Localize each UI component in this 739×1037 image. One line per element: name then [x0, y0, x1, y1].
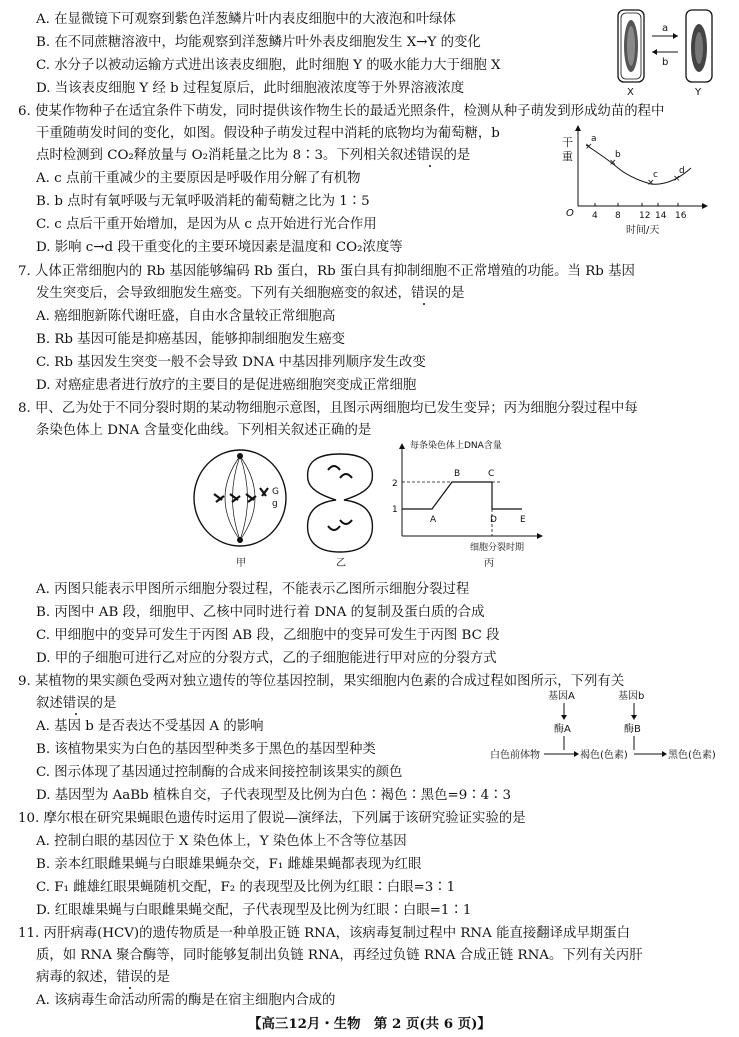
q10-stem: 10. 摩尔根在研究果蝇眼色遗传时运用了假说—演绎法，下列属于该研究验证实验的是: [18, 811, 526, 826]
q7-option-b: B. Rb 基因可能是抑癌基因，能够抑制细胞发生癌变: [36, 332, 346, 347]
q9-stem2-a: 叙述: [36, 696, 63, 711]
curve-point-label: c: [653, 170, 658, 180]
chart-bing: [392, 440, 543, 569]
q11-emphasis-wrong: 错误: [116, 970, 144, 985]
x-axis-label: 时间/天: [626, 225, 660, 236]
q6-option-d: D. 影响 c→d 段干重变化的主要环境因素是温度和 CO₂浓度等: [36, 240, 403, 255]
x-tick-label: 12: [639, 211, 651, 221]
q6-stem3-c: 的是: [443, 148, 471, 163]
y-tick-2: 2: [392, 479, 398, 489]
q7-stem2-a: 发生突变后，会导致细胞发生癌变。下列有关细胞癌变的叙述，: [36, 286, 411, 301]
q10-option-b: B. 亲本红眼雌果蝇与白眼雄果蝇杂交，F₁ 雌雄果蝇都表现为红眼: [36, 857, 422, 872]
x-tick-label: 8: [615, 211, 621, 221]
q9-option-c: C. 图示体现了基因通过控制酶的合成来间接控制该果实的颜色: [36, 765, 403, 780]
q9-option-a: A. 基因 b 是否表达不受基因 A 的影响: [36, 719, 264, 734]
q9-option-b: B. 该植物果实为白色的基因型种类多于黑色的基因型种类: [36, 742, 376, 757]
q5-option-b: B. 在不同蔗糖溶液中，均能观察到洋葱鳞片叶外表皮细胞发生 X→Y 的变化: [36, 35, 481, 50]
x-tick-label: 16: [675, 211, 687, 221]
q5-option-c: C. 水分子以被动运输方式进出该表皮细胞，此时细胞 Y 的吸水能力大于细胞 X: [36, 58, 501, 73]
q7-stem2-c: 的是: [437, 286, 465, 301]
point-E: E: [520, 515, 526, 525]
arrow-a-label: a: [662, 23, 669, 34]
q8-figure: [190, 440, 570, 570]
cell-x: [618, 10, 644, 82]
cell-jia: [194, 450, 286, 546]
q11-stem3-a: 病毒的叙述，: [36, 970, 117, 985]
q6-stem-line1: 6. 使某作物种子在适宜条件下萌发，同时提供该作物生长的最适光照条件，检测从种子萌发到形成幼苗的程中: [18, 104, 665, 119]
point-D: D: [490, 515, 497, 525]
q7-option-a: A. 癌细胞新陈代谢旺盛，自由水含量较正常细胞高: [36, 309, 336, 324]
q8-option-a: A. 丙图只能表示甲图所示细胞分裂过程，不能表示乙图所示细胞分裂过程: [36, 582, 470, 597]
q10-option-d: D. 红眼雄果蝇与白眼雌果蝇交配，子代表现型及比例为红眼∶白眼=1∶1: [36, 903, 472, 918]
q7-option-c: C. Rb 基因发生突变一般不会导致 DNA 中基因排列顺序发生改变: [36, 355, 426, 370]
q5-option-a: A. 在显微镜下可观察到紫色洋葱鳞片叶内表皮细胞中的大液泡和叶绿体: [36, 12, 456, 27]
q11-option-a: A. 该病毒生命活动所需的酶是在宿主细胞内合成的: [36, 993, 336, 1008]
point-B: B: [454, 469, 461, 479]
q6-stem-line3: [36, 148, 470, 164]
x-title: 细胞分裂时期: [470, 543, 525, 553]
q6-option-c: C. c 点后干重开始增加，是因为从 c 点开始进行光合作用: [36, 217, 377, 232]
q11-stem-line2: 质，如 RNA 聚合酶等，同时能够复制出负链 RNA，再经过负链 RNA 合成正链 RNA。下列有关丙肝: [36, 948, 643, 963]
q8-stem-line1: 8. 甲、乙为处于不同分裂时期的某动物细胞示意图，且图示两细胞均已发生变异；丙为细胞分裂过程中每: [18, 401, 638, 416]
q11-stem-line1: 11. 丙肝病毒(HCV)的遗传物质是一种单股正链 RNA，该病毒复制过程中 RNA 能直接翻译成早期蛋白: [18, 926, 630, 941]
q6-dry-weight-chart: [556, 120, 716, 238]
y-title: 每条染色体上DNA含量: [410, 441, 502, 451]
enzyme-a-label: 酶A: [554, 724, 571, 735]
x-tick-label: 14: [655, 211, 667, 221]
pigment-black: 黑色(色素): [668, 750, 716, 761]
q11-stem3-c: 的是: [143, 970, 170, 985]
q7-stem-line2: [36, 286, 465, 302]
q8-option-d: D. 甲的子细胞可进行乙对应的分裂方式，乙的子细胞能进行甲对应的分裂方式: [36, 651, 497, 666]
pigment-brown: 褐色(色素): [580, 750, 628, 761]
q5-option-d: D. 当该表皮细胞 Y 经 b 过程复原后，此时细胞液浓度等于外界溶液浓度: [36, 81, 465, 96]
curve-point-label: d: [679, 166, 685, 176]
q9-pathway-figure: [488, 688, 736, 768]
q7-emphasis-wrong: 错误: [410, 286, 438, 301]
q8-option-b: B. 丙图中 AB 段，细胞甲、乙核中同时进行着 DNA 的复制及蛋白质的合成: [36, 605, 485, 620]
cell-y-label: Y: [695, 87, 702, 98]
point-C: C: [488, 469, 495, 479]
q6-emphasis-wrong: 错误: [416, 148, 444, 163]
enzyme-b-label: 酶B: [624, 724, 641, 735]
q9-emphasis-wrong: 错误: [62, 696, 90, 711]
substrate-white: 白色前体物: [490, 750, 540, 761]
q5-cell-figure: [612, 6, 724, 98]
origin-label: O: [566, 208, 574, 219]
q9-stem-line1: 9. 某植物的果实颜色受两对独立遗传的等位基因控制，果实细胞内色素的合成过程如图所示，下列有关: [18, 674, 625, 689]
gene-a-label: 基因A: [548, 691, 575, 702]
y-tick-1: 1: [392, 505, 398, 515]
label-jia: 甲: [236, 558, 246, 569]
curve-point-marker: ×: [647, 178, 655, 188]
q8-option-c: C. 甲细胞中的变异可发生于丙图 AB 段，乙细胞中的变异可发生于丙图 BC 段: [36, 628, 500, 643]
q9-stem2-c: 的是: [89, 696, 117, 711]
q6-option-b: B. b 点时有氧呼吸与无氧呼吸消耗的葡萄糖之比为 1∶5: [36, 194, 370, 209]
q9-option-d: D. 基因型为 AaBb 植株自交，子代表现型及比例为白色∶褐色∶黑色=9∶4∶3: [36, 788, 512, 803]
y-axis-label-1: 干: [562, 136, 573, 149]
q11-stem-line3: [36, 970, 170, 986]
y-axis-label-2: 重: [562, 150, 573, 163]
q7-option-d: D. 对癌症患者进行放疗的主要目的是促进癌细胞突变成正常细胞: [36, 378, 417, 393]
x-tick-label: 4: [592, 211, 598, 221]
q9-stem-line2: [36, 696, 116, 712]
curve-point-label: a: [591, 134, 597, 144]
q6-stem3-a: 点时检测到 CO₂释放量与 O₂消耗量之比为 8∶3。下列相关叙述: [36, 148, 417, 163]
gene-b-label: 基因b: [618, 691, 645, 702]
page-footer: 【高三12月・生物 第 2 页(共 6 页)】: [248, 1016, 491, 1032]
q6-option-a: A. c 点前干重减少的主要原因是呼吸作用分解了有机物: [36, 171, 361, 186]
curve-point-marker: ×: [673, 174, 681, 184]
curve-point-label: b: [615, 150, 621, 160]
q10-option-c: C. F₁ 雌雄红眼果蝇随机交配，F₂ 的表现型及比例为红眼∶白眼=3∶1: [36, 880, 456, 895]
cell-y: [686, 10, 712, 82]
arrow-b-label: b: [662, 57, 669, 68]
curve-point-marker: ×: [609, 158, 617, 168]
curve-point-marker: ×: [585, 142, 593, 152]
label-g: g: [272, 499, 278, 509]
label-G: G: [272, 487, 279, 497]
point-A: A: [430, 515, 437, 525]
cell-x-label: X: [627, 87, 634, 98]
cell-yi: [308, 454, 373, 552]
q8-stem-line2: 条染色体上 DNA 含量变化曲线。下列相关叙述正确的是: [36, 423, 372, 438]
q10-option-a: A. 控制白眼的基因位于 X 染色体上，Y 染色体上不含等位基因: [36, 834, 407, 849]
q6-stem-line2: 干重随萌发时间的变化，如图。假设种子萌发过程中消耗的底物均为葡萄糖，b: [36, 126, 500, 141]
label-bing: 丙: [484, 558, 494, 569]
q7-stem-line1: 7. 人体正常细胞内的 Rb 基因能够编码 Rb 蛋白，Rb 蛋白具有抑制细胞不正常增殖的功能。当 Rb 基因: [18, 264, 635, 279]
label-yi: 乙: [336, 558, 346, 569]
